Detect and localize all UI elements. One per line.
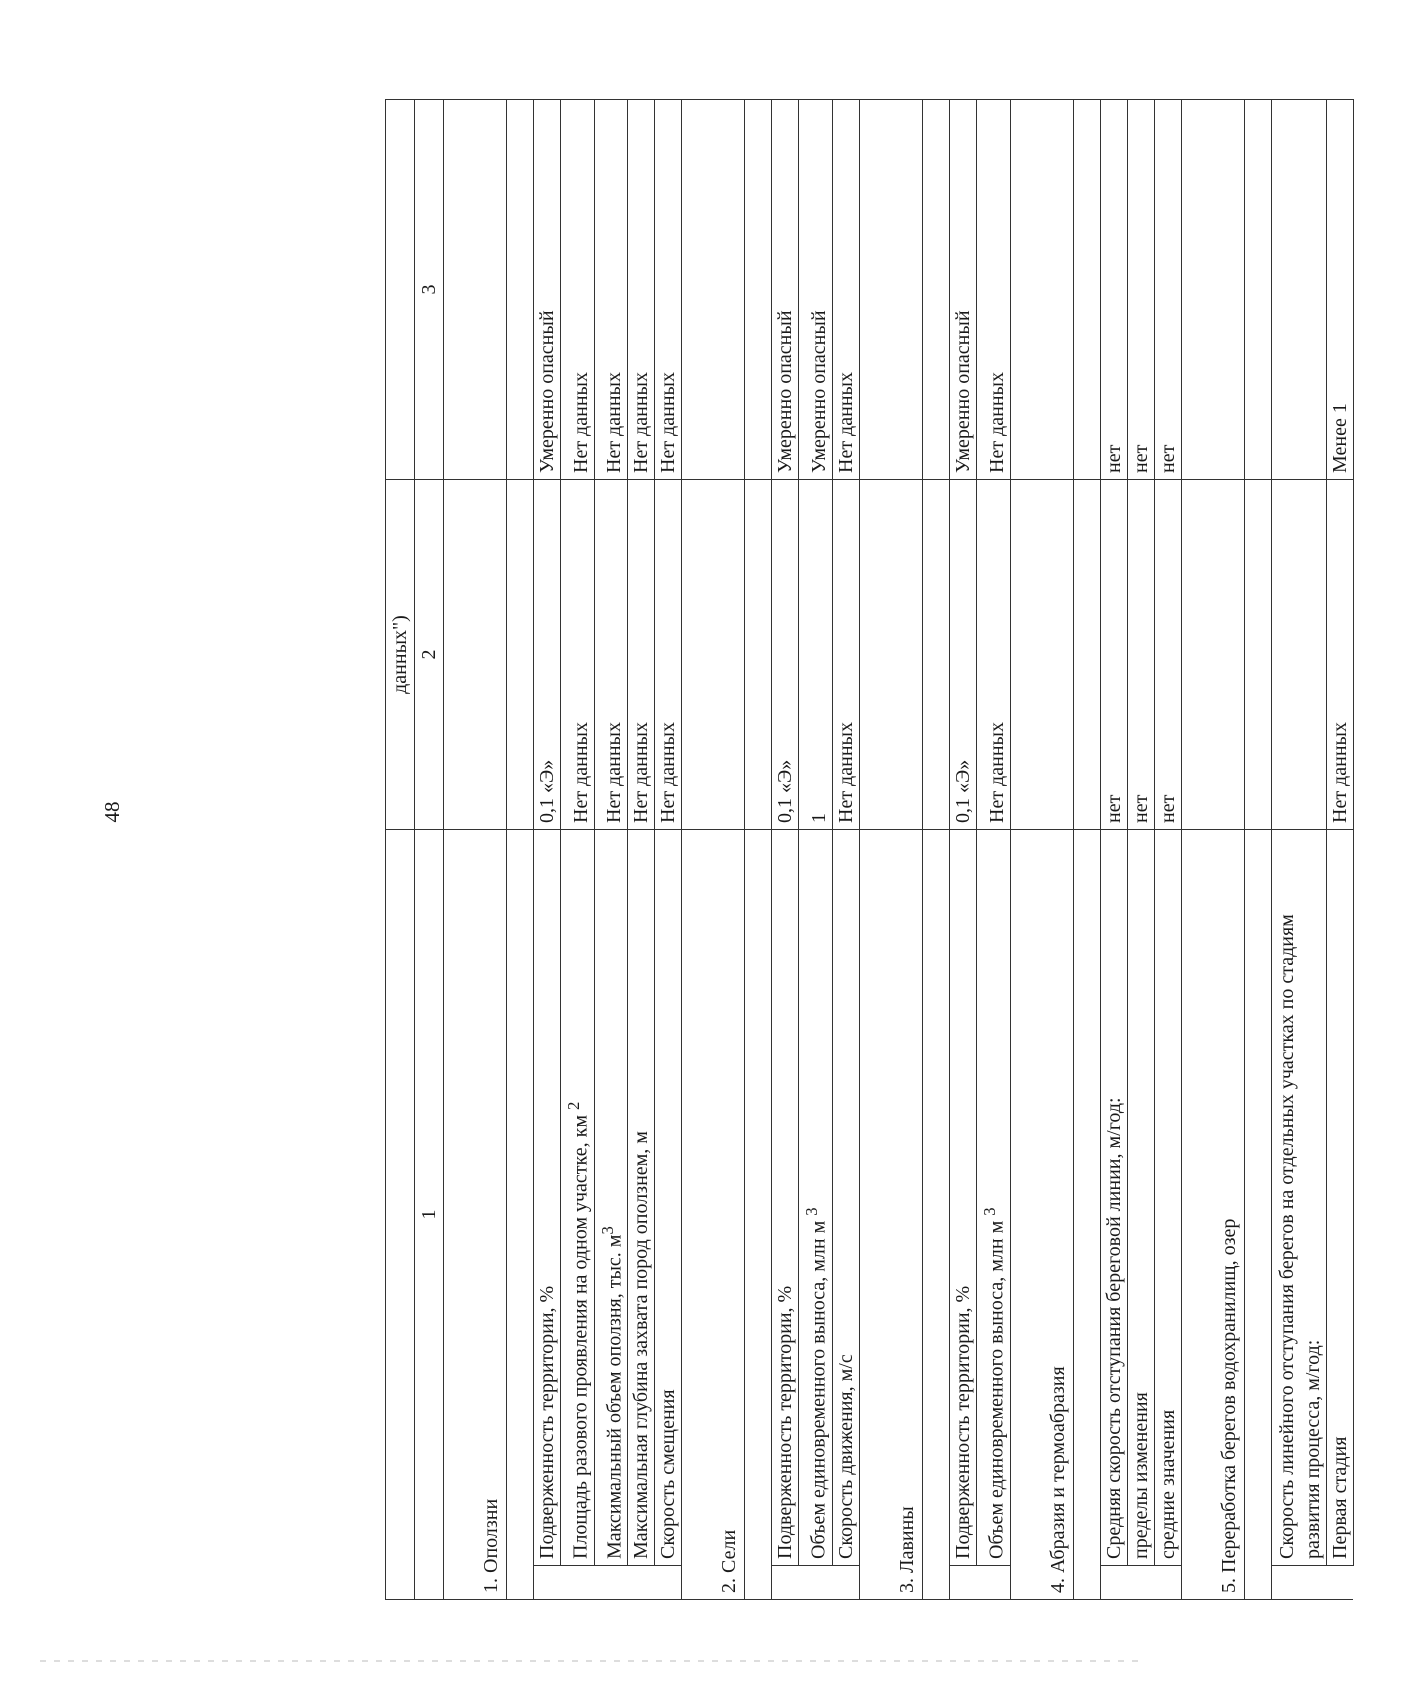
row-value-2 [1271,480,1326,830]
section-title: 5. Переработка берегов водохранилищ, озер [1181,830,1244,1600]
table-row [594,100,628,1600]
table-row [976,100,1010,1600]
table-row [628,100,655,1600]
row-value-3 [1271,100,1326,480]
table-row [655,100,682,1600]
row-value-3: Менее 1 [1326,100,1353,480]
page-number: 48 [100,801,124,823]
row-value-2: Нет данных [655,480,682,830]
table-row [1326,100,1353,1600]
row-label: Подверженность территории, % [772,830,799,1566]
table-row [1127,100,1154,1600]
row-value-2: Нет данных [832,480,859,830]
row-value-2: Нет данных [976,480,1010,830]
header-continuation: данных") [386,480,415,830]
row-label: Объем единовременного выноса, млн м $^3$ [976,830,1010,1566]
row-label: Скорость смещения [655,830,682,1566]
column-2-header: 2 [415,480,444,830]
column-3-header: 3 [415,100,444,480]
row-label: Максимальный объем оползня, тыс. $м^3$ [594,830,628,1566]
table-row [1100,100,1127,1600]
row-value-3: Умеренно опасный [772,100,799,480]
row-value-2: Нет данных [561,480,595,830]
hazard-table [385,100,1415,1600]
row-value-3: Умеренно опасный [799,100,833,480]
section-row [1010,100,1073,1600]
row-value-3: Нет данных [976,100,1010,480]
row-value-2: Нет данных [628,480,655,830]
row-label: Скорость движения, м/с [832,830,859,1566]
row-value-2: нет [1100,480,1127,830]
header-continuation-row [386,100,415,1600]
table-row [799,100,833,1600]
header-numbers-row [415,100,444,1600]
row-value-3: нет [1127,100,1154,480]
row-label: Подверженность территории, % [534,830,561,1566]
row-label: Максимальная глубина захвата пород оползнем, м [628,830,655,1566]
section-row [859,100,922,1600]
table-row [772,100,799,1600]
row-label: Объем единовременного выноса, млн м $^3$ [799,830,833,1566]
row-value-2: 1 [799,480,833,830]
row-label: Средняя скорость отступания береговой линии, м/год: [1100,830,1127,1566]
row-value-2: нет [1154,480,1181,830]
row-value-2: 0,1 «Э» [949,480,976,830]
section-row [1181,100,1244,1600]
row-value-2: 0,1 «Э» [534,480,561,830]
row-value-2: Нет данных [594,480,628,830]
section-title: 2. Сели [682,830,745,1600]
section-title: 3. Лавины [859,830,922,1600]
row-value-3: Нет данных [594,100,628,480]
table-row [832,100,859,1600]
row-label: Скорость линейного отступания берегов на отдельных участках по стадиям развития процесса, м/год: [1271,830,1326,1566]
row-value-3: Нет данных [832,100,859,480]
row-value-2: Нет данных [1326,480,1353,830]
section-row [444,100,507,1600]
row-label: средние значения [1154,830,1181,1566]
column-1-header: 1 [415,830,444,1600]
row-label: Площадь разового проявления на одном участке, км $^2$ [561,830,595,1566]
row-value-3: Умеренно опасный [534,100,561,480]
row-value-2: 0,1 «Э» [772,480,799,830]
row-value-3: нет [1154,100,1181,480]
row-value-3: Нет данных [628,100,655,480]
row-value-2: нет [1127,480,1154,830]
table-row [1271,100,1326,1600]
row-value-3: Нет данных [655,100,682,480]
table-row [534,100,561,1600]
section-row [682,100,745,1600]
section-title: 1. Оползни [444,830,507,1600]
row-label: Подверженность территории, % [949,830,976,1566]
table-row [1154,100,1181,1600]
table-row [949,100,976,1600]
row-label: Первая стадия [1326,830,1353,1566]
row-value-3: Умеренно опасный [949,100,976,480]
row-value-3: нет [1100,100,1127,480]
table-row [561,100,595,1600]
section-title: 4. Абразия и термоабразия [1010,830,1073,1600]
hazard-table-grid [385,99,1354,1600]
row-label: пределы изменения [1127,830,1154,1566]
scan-artifact-line [40,1660,1140,1662]
row-value-3: Нет данных [561,100,595,480]
